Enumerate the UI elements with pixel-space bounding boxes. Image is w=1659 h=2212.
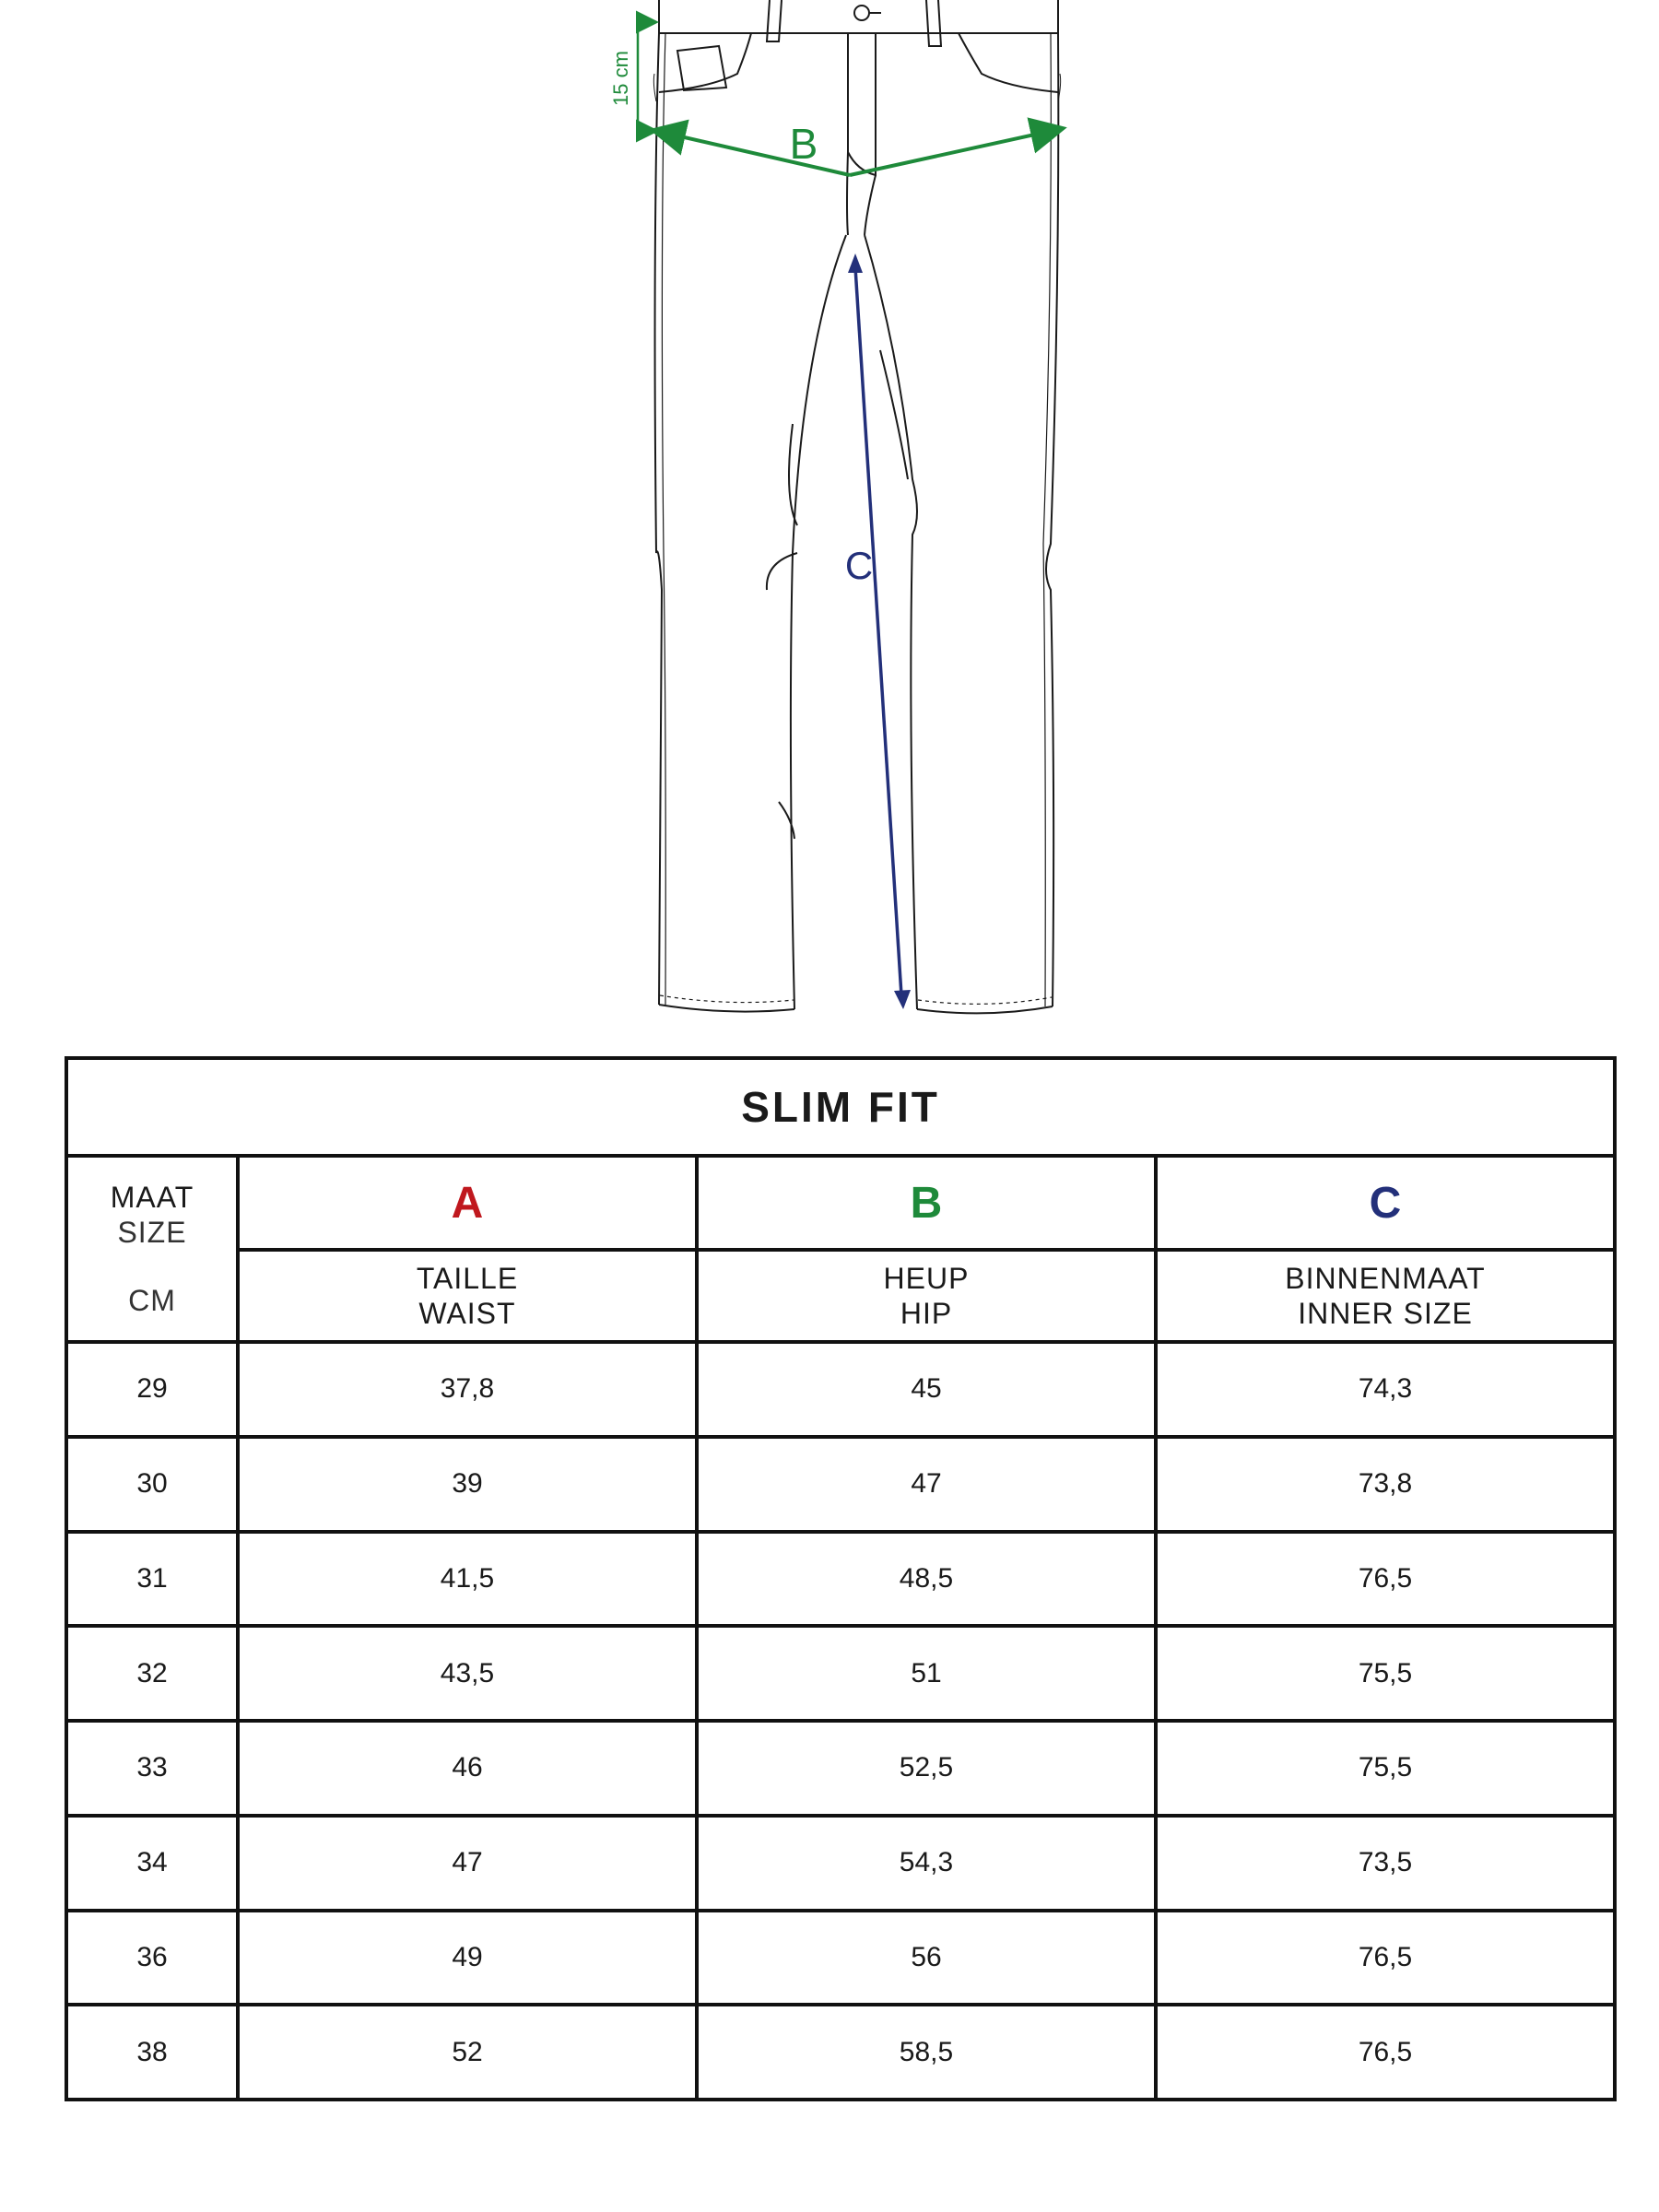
- column-label-inner-nl: BINNENMAAT: [1285, 1262, 1486, 1295]
- table-row: [66, 1816, 1615, 1911]
- waist-cell: 37,8: [238, 1342, 697, 1437]
- column-label-hip-nl: HEUP: [883, 1262, 970, 1295]
- table-row: [66, 1911, 1615, 2006]
- waist-cell: 43,5: [238, 1626, 697, 1721]
- left-leg-outer: [655, 33, 662, 1005]
- waist-cell: 52: [238, 2005, 697, 2100]
- waistband: [659, 0, 1058, 33]
- hip-cell: 45: [697, 1342, 1156, 1437]
- inner-size-cell: 74,3: [1156, 1342, 1615, 1437]
- hip-cell: 52,5: [697, 1721, 1156, 1816]
- size-header-size: SIZE: [117, 1216, 187, 1249]
- inner-size-cell: 73,8: [1156, 1437, 1615, 1532]
- inseam-label: C: [844, 544, 874, 587]
- dimension-note: 15 cm: [609, 51, 632, 106]
- table-title: SLIM FIT: [66, 1058, 1615, 1156]
- rise-dimension: [609, 22, 654, 131]
- column-label-hip-en: HIP: [900, 1297, 953, 1330]
- left-hem: [659, 1005, 794, 1012]
- inner-size-cell: 73,5: [1156, 1816, 1615, 1911]
- size-header-unit: CM: [128, 1284, 176, 1317]
- size-header-maat: MAAT: [110, 1181, 194, 1214]
- fly: [848, 33, 876, 175]
- belt-loop-right: [926, 0, 941, 46]
- inner-size-cell: 76,5: [1156, 1532, 1615, 1627]
- hip-cell: 58,5: [697, 2005, 1156, 2100]
- size-header: [66, 1156, 238, 1342]
- column-label-waist-nl: TAILLE: [416, 1262, 519, 1295]
- size-cell: 33: [66, 1721, 238, 1816]
- inner-size-cell: 75,5: [1156, 1626, 1615, 1721]
- button-icon: [854, 6, 869, 20]
- column-letter-c: C: [1156, 1156, 1615, 1250]
- coin-pocket: [677, 46, 726, 90]
- hip-label: B: [789, 120, 818, 168]
- table-row: [66, 1342, 1615, 1437]
- table-row: [66, 1721, 1615, 1816]
- size-cell: 34: [66, 1816, 238, 1911]
- table-row: [66, 1626, 1615, 1721]
- waist-cell: 46: [238, 1721, 697, 1816]
- inseam-measure-line: [845, 253, 911, 1009]
- column-letter-b: B: [697, 1156, 1156, 1250]
- jeans-diagram: [0, 0, 1659, 1032]
- right-leg-inner: [865, 235, 917, 1009]
- waist-cell: 49: [238, 1911, 697, 2006]
- column-label-waist: [238, 1250, 697, 1342]
- column-label-waist-en: WAIST: [418, 1297, 516, 1330]
- hip-cell: 48,5: [697, 1532, 1156, 1627]
- hip-cell: 54,3: [697, 1816, 1156, 1911]
- inner-size-cell: 76,5: [1156, 1911, 1615, 2006]
- hip-cell: 47: [697, 1437, 1156, 1532]
- column-label-inner-size: [1156, 1250, 1615, 1342]
- inner-size-cell: 75,5: [1156, 1721, 1615, 1816]
- right-hem: [917, 1006, 1053, 1013]
- front-pocket-right: [959, 33, 1058, 92]
- hip-cell: 51: [697, 1626, 1156, 1721]
- column-label-hip: [697, 1250, 1156, 1342]
- hip-cell: 56: [697, 1911, 1156, 2006]
- size-cell: 31: [66, 1532, 238, 1627]
- belt-loop-left: [767, 0, 782, 41]
- right-leg-outer: [1046, 33, 1058, 1006]
- column-label-inner-en: INNER SIZE: [1298, 1297, 1473, 1330]
- size-cell: 30: [66, 1437, 238, 1532]
- jeans-outline: [653, 0, 1060, 1013]
- table-row: [66, 1437, 1615, 1532]
- inner-size-cell: 76,5: [1156, 2005, 1615, 2100]
- column-letter-a: A: [238, 1156, 697, 1250]
- waist-cell: 39: [238, 1437, 697, 1532]
- size-cell: 32: [66, 1626, 238, 1721]
- size-table: [65, 1056, 1617, 2101]
- size-cell: 29: [66, 1342, 238, 1437]
- front-pocket-left: [659, 33, 751, 92]
- crotch: [847, 152, 876, 235]
- table-row: [66, 1532, 1615, 1627]
- waist-cell: 47: [238, 1816, 697, 1911]
- size-cell: 38: [66, 2005, 238, 2100]
- size-cell: 36: [66, 1911, 238, 2006]
- left-leg-inner: [791, 235, 846, 1009]
- table-row: [66, 2005, 1615, 2100]
- waist-cell: 41,5: [238, 1532, 697, 1627]
